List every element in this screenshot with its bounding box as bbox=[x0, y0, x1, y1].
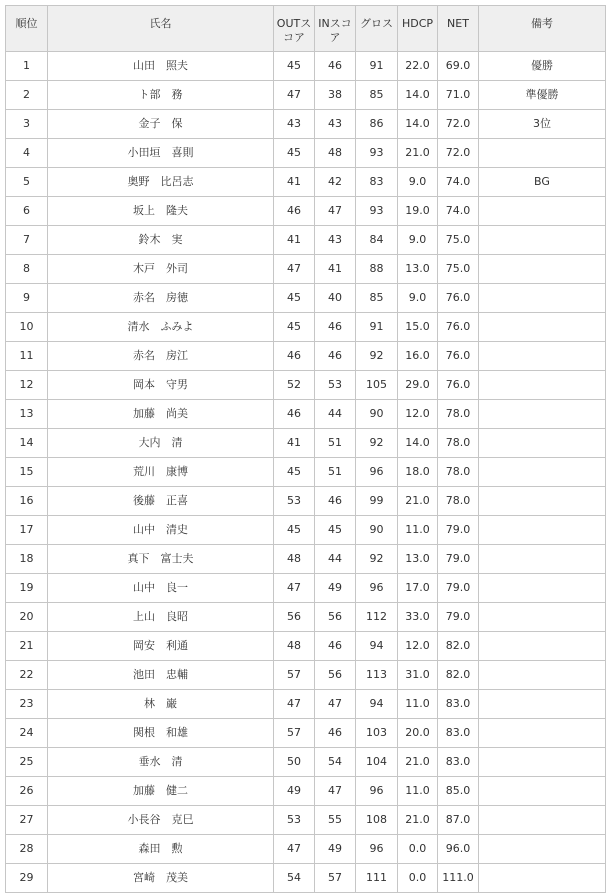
table-row bbox=[6, 313, 606, 342]
header-name: 氏名 bbox=[48, 6, 274, 52]
cell-gross: 86 bbox=[356, 110, 398, 139]
cell-name: 真下 富士夫 bbox=[48, 545, 274, 574]
cell-name: 池田 忠輔 bbox=[48, 661, 274, 690]
table-row bbox=[6, 284, 606, 313]
cell-rank: 22 bbox=[6, 661, 48, 690]
cell-hdcp: 14.0 bbox=[398, 110, 438, 139]
cell-name: 岡安 利通 bbox=[48, 632, 274, 661]
cell-name: 赤名 房江 bbox=[48, 342, 274, 371]
table-row bbox=[6, 197, 606, 226]
cell-in: 44 bbox=[315, 545, 356, 574]
cell-gross: 103 bbox=[356, 719, 398, 748]
cell-net: 79.0 bbox=[438, 603, 479, 632]
cell-in: 45 bbox=[315, 516, 356, 545]
cell-gross: 96 bbox=[356, 777, 398, 806]
results-table bbox=[5, 5, 606, 893]
cell-gross: 96 bbox=[356, 574, 398, 603]
cell-hdcp: 0.0 bbox=[398, 835, 438, 864]
cell-in: 47 bbox=[315, 690, 356, 719]
table-row bbox=[6, 400, 606, 429]
cell-out: 41 bbox=[274, 226, 315, 255]
cell-note bbox=[479, 429, 606, 458]
cell-rank: 29 bbox=[6, 864, 48, 893]
cell-gross: 94 bbox=[356, 632, 398, 661]
cell-name: 山中 清史 bbox=[48, 516, 274, 545]
cell-gross: 83 bbox=[356, 168, 398, 197]
table-body bbox=[6, 52, 606, 893]
cell-name: 清水 ふみよ bbox=[48, 313, 274, 342]
cell-out: 47 bbox=[274, 835, 315, 864]
cell-in: 46 bbox=[315, 313, 356, 342]
table-row bbox=[6, 429, 606, 458]
cell-gross: 93 bbox=[356, 197, 398, 226]
header-row bbox=[6, 6, 606, 52]
cell-hdcp: 9.0 bbox=[398, 226, 438, 255]
cell-in: 56 bbox=[315, 661, 356, 690]
cell-hdcp: 22.0 bbox=[398, 52, 438, 81]
cell-hdcp: 14.0 bbox=[398, 429, 438, 458]
table-row bbox=[6, 516, 606, 545]
cell-in: 57 bbox=[315, 864, 356, 893]
cell-net: 75.0 bbox=[438, 226, 479, 255]
cell-net: 87.0 bbox=[438, 806, 479, 835]
cell-note bbox=[479, 835, 606, 864]
cell-name: 大内 清 bbox=[48, 429, 274, 458]
cell-name: 金子 保 bbox=[48, 110, 274, 139]
cell-rank: 21 bbox=[6, 632, 48, 661]
cell-gross: 113 bbox=[356, 661, 398, 690]
header-rank: 順位 bbox=[6, 6, 48, 52]
cell-rank: 2 bbox=[6, 81, 48, 110]
table-row bbox=[6, 632, 606, 661]
cell-net: 75.0 bbox=[438, 255, 479, 284]
cell-hdcp: 17.0 bbox=[398, 574, 438, 603]
cell-out: 53 bbox=[274, 487, 315, 516]
cell-in: 51 bbox=[315, 458, 356, 487]
table-row bbox=[6, 168, 606, 197]
cell-note bbox=[479, 574, 606, 603]
cell-note bbox=[479, 748, 606, 777]
cell-note bbox=[479, 255, 606, 284]
header-out-score: OUTスコア bbox=[274, 6, 315, 52]
cell-hdcp: 12.0 bbox=[398, 632, 438, 661]
cell-name: 赤名 房徳 bbox=[48, 284, 274, 313]
cell-out: 47 bbox=[274, 81, 315, 110]
cell-net: 78.0 bbox=[438, 458, 479, 487]
cell-note bbox=[479, 719, 606, 748]
table-row bbox=[6, 226, 606, 255]
cell-in: 38 bbox=[315, 81, 356, 110]
cell-rank: 26 bbox=[6, 777, 48, 806]
cell-out: 45 bbox=[274, 139, 315, 168]
cell-out: 53 bbox=[274, 806, 315, 835]
cell-out: 46 bbox=[274, 400, 315, 429]
cell-note bbox=[479, 342, 606, 371]
cell-hdcp: 29.0 bbox=[398, 371, 438, 400]
cell-out: 57 bbox=[274, 719, 315, 748]
table-row bbox=[6, 81, 606, 110]
cell-in: 44 bbox=[315, 400, 356, 429]
table-row bbox=[6, 487, 606, 516]
cell-gross: 96 bbox=[356, 458, 398, 487]
cell-name: 宮崎 茂美 bbox=[48, 864, 274, 893]
cell-in: 46 bbox=[315, 719, 356, 748]
table-row bbox=[6, 719, 606, 748]
cell-in: 41 bbox=[315, 255, 356, 284]
cell-name: 関根 和雄 bbox=[48, 719, 274, 748]
cell-in: 55 bbox=[315, 806, 356, 835]
cell-name: 木戸 外司 bbox=[48, 255, 274, 284]
cell-name: 岡本 守男 bbox=[48, 371, 274, 400]
cell-net: 71.0 bbox=[438, 81, 479, 110]
cell-rank: 18 bbox=[6, 545, 48, 574]
cell-rank: 28 bbox=[6, 835, 48, 864]
cell-net: 76.0 bbox=[438, 284, 479, 313]
table-row bbox=[6, 777, 606, 806]
cell-out: 45 bbox=[274, 458, 315, 487]
cell-in: 54 bbox=[315, 748, 356, 777]
cell-out: 41 bbox=[274, 168, 315, 197]
cell-note bbox=[479, 661, 606, 690]
cell-gross: 105 bbox=[356, 371, 398, 400]
cell-rank: 23 bbox=[6, 690, 48, 719]
cell-note bbox=[479, 139, 606, 168]
cell-gross: 91 bbox=[356, 52, 398, 81]
cell-hdcp: 21.0 bbox=[398, 487, 438, 516]
cell-note bbox=[479, 864, 606, 893]
cell-out: 46 bbox=[274, 197, 315, 226]
cell-net: 72.0 bbox=[438, 139, 479, 168]
cell-out: 45 bbox=[274, 52, 315, 81]
cell-net: 74.0 bbox=[438, 197, 479, 226]
cell-out: 47 bbox=[274, 255, 315, 284]
cell-gross: 84 bbox=[356, 226, 398, 255]
cell-net: 82.0 bbox=[438, 632, 479, 661]
cell-hdcp: 20.0 bbox=[398, 719, 438, 748]
cell-in: 46 bbox=[315, 487, 356, 516]
cell-note bbox=[479, 226, 606, 255]
cell-note bbox=[479, 603, 606, 632]
cell-gross: 94 bbox=[356, 690, 398, 719]
cell-in: 47 bbox=[315, 777, 356, 806]
cell-note bbox=[479, 458, 606, 487]
cell-name: 上山 良昭 bbox=[48, 603, 274, 632]
header-hdcp: HDCP bbox=[398, 6, 438, 52]
table-row bbox=[6, 342, 606, 371]
cell-name: 山田 照夫 bbox=[48, 52, 274, 81]
cell-in: 43 bbox=[315, 226, 356, 255]
cell-out: 52 bbox=[274, 371, 315, 400]
cell-net: 76.0 bbox=[438, 342, 479, 371]
cell-net: 78.0 bbox=[438, 400, 479, 429]
cell-hdcp: 11.0 bbox=[398, 690, 438, 719]
cell-gross: 90 bbox=[356, 516, 398, 545]
cell-net: 72.0 bbox=[438, 110, 479, 139]
cell-out: 56 bbox=[274, 603, 315, 632]
cell-name: ト部 務 bbox=[48, 81, 274, 110]
cell-in: 49 bbox=[315, 574, 356, 603]
cell-in: 51 bbox=[315, 429, 356, 458]
cell-name: 小長谷 克巳 bbox=[48, 806, 274, 835]
cell-out: 57 bbox=[274, 661, 315, 690]
cell-name: 後藤 正喜 bbox=[48, 487, 274, 516]
cell-in: 46 bbox=[315, 52, 356, 81]
cell-name: 森田 勲 bbox=[48, 835, 274, 864]
cell-in: 42 bbox=[315, 168, 356, 197]
cell-gross: 91 bbox=[356, 313, 398, 342]
cell-out: 54 bbox=[274, 864, 315, 893]
cell-rank: 24 bbox=[6, 719, 48, 748]
table-row bbox=[6, 574, 606, 603]
cell-out: 41 bbox=[274, 429, 315, 458]
cell-note bbox=[479, 632, 606, 661]
cell-name: 山中 良一 bbox=[48, 574, 274, 603]
cell-name: 垂水 清 bbox=[48, 748, 274, 777]
table-header bbox=[6, 6, 606, 52]
cell-out: 45 bbox=[274, 516, 315, 545]
cell-out: 49 bbox=[274, 777, 315, 806]
cell-rank: 14 bbox=[6, 429, 48, 458]
cell-rank: 27 bbox=[6, 806, 48, 835]
header-net: NET bbox=[438, 6, 479, 52]
cell-note: BG bbox=[479, 168, 606, 197]
cell-note: 優勝 bbox=[479, 52, 606, 81]
cell-gross: 111 bbox=[356, 864, 398, 893]
cell-rank: 11 bbox=[6, 342, 48, 371]
cell-net: 96.0 bbox=[438, 835, 479, 864]
cell-rank: 5 bbox=[6, 168, 48, 197]
cell-hdcp: 14.0 bbox=[398, 81, 438, 110]
cell-in: 40 bbox=[315, 284, 356, 313]
cell-gross: 92 bbox=[356, 342, 398, 371]
cell-hdcp: 9.0 bbox=[398, 168, 438, 197]
cell-hdcp: 16.0 bbox=[398, 342, 438, 371]
cell-net: 78.0 bbox=[438, 487, 479, 516]
cell-in: 56 bbox=[315, 603, 356, 632]
cell-out: 45 bbox=[274, 313, 315, 342]
cell-rank: 3 bbox=[6, 110, 48, 139]
cell-rank: 20 bbox=[6, 603, 48, 632]
cell-name: 奥野 比呂志 bbox=[48, 168, 274, 197]
cell-out: 46 bbox=[274, 342, 315, 371]
cell-hdcp: 21.0 bbox=[398, 748, 438, 777]
cell-out: 43 bbox=[274, 110, 315, 139]
cell-in: 47 bbox=[315, 197, 356, 226]
cell-net: 85.0 bbox=[438, 777, 479, 806]
cell-name: 小田垣 喜則 bbox=[48, 139, 274, 168]
cell-gross: 90 bbox=[356, 400, 398, 429]
cell-note: 準優勝 bbox=[479, 81, 606, 110]
cell-gross: 112 bbox=[356, 603, 398, 632]
cell-name: 林 巌 bbox=[48, 690, 274, 719]
cell-hdcp: 11.0 bbox=[398, 777, 438, 806]
cell-out: 48 bbox=[274, 632, 315, 661]
cell-rank: 4 bbox=[6, 139, 48, 168]
cell-net: 76.0 bbox=[438, 371, 479, 400]
cell-net: 76.0 bbox=[438, 313, 479, 342]
cell-gross: 104 bbox=[356, 748, 398, 777]
table-row bbox=[6, 748, 606, 777]
cell-gross: 99 bbox=[356, 487, 398, 516]
cell-net: 82.0 bbox=[438, 661, 479, 690]
cell-hdcp: 15.0 bbox=[398, 313, 438, 342]
cell-in: 43 bbox=[315, 110, 356, 139]
header-note: 備考 bbox=[479, 6, 606, 52]
cell-out: 50 bbox=[274, 748, 315, 777]
cell-note bbox=[479, 313, 606, 342]
cell-in: 53 bbox=[315, 371, 356, 400]
cell-gross: 92 bbox=[356, 429, 398, 458]
cell-note bbox=[479, 545, 606, 574]
cell-rank: 19 bbox=[6, 574, 48, 603]
cell-name: 鈴木 実 bbox=[48, 226, 274, 255]
table-row bbox=[6, 835, 606, 864]
cell-rank: 1 bbox=[6, 52, 48, 81]
cell-hdcp: 21.0 bbox=[398, 139, 438, 168]
cell-hdcp: 13.0 bbox=[398, 255, 438, 284]
cell-out: 47 bbox=[274, 690, 315, 719]
table-row bbox=[6, 864, 606, 893]
header-gross: グロス bbox=[356, 6, 398, 52]
cell-note bbox=[479, 690, 606, 719]
cell-in: 49 bbox=[315, 835, 356, 864]
cell-hdcp: 31.0 bbox=[398, 661, 438, 690]
cell-note bbox=[479, 487, 606, 516]
cell-hdcp: 18.0 bbox=[398, 458, 438, 487]
cell-rank: 17 bbox=[6, 516, 48, 545]
table-row bbox=[6, 603, 606, 632]
cell-rank: 16 bbox=[6, 487, 48, 516]
cell-gross: 93 bbox=[356, 139, 398, 168]
cell-hdcp: 19.0 bbox=[398, 197, 438, 226]
cell-in: 48 bbox=[315, 139, 356, 168]
cell-note bbox=[479, 777, 606, 806]
cell-out: 45 bbox=[274, 284, 315, 313]
cell-hdcp: 0.0 bbox=[398, 864, 438, 893]
cell-gross: 88 bbox=[356, 255, 398, 284]
cell-rank: 9 bbox=[6, 284, 48, 313]
header-in-score: INスコア bbox=[315, 6, 356, 52]
cell-gross: 85 bbox=[356, 81, 398, 110]
cell-name: 加藤 健二 bbox=[48, 777, 274, 806]
cell-in: 46 bbox=[315, 632, 356, 661]
cell-name: 加藤 尚美 bbox=[48, 400, 274, 429]
cell-gross: 85 bbox=[356, 284, 398, 313]
cell-name: 荒川 康博 bbox=[48, 458, 274, 487]
cell-rank: 10 bbox=[6, 313, 48, 342]
cell-net: 79.0 bbox=[438, 574, 479, 603]
cell-note bbox=[479, 806, 606, 835]
table-row bbox=[6, 139, 606, 168]
cell-hdcp: 13.0 bbox=[398, 545, 438, 574]
cell-rank: 12 bbox=[6, 371, 48, 400]
table-row bbox=[6, 661, 606, 690]
table-row bbox=[6, 371, 606, 400]
cell-rank: 7 bbox=[6, 226, 48, 255]
cell-net: 111.0 bbox=[438, 864, 479, 893]
cell-net: 69.0 bbox=[438, 52, 479, 81]
cell-net: 79.0 bbox=[438, 545, 479, 574]
cell-hdcp: 11.0 bbox=[398, 516, 438, 545]
cell-note bbox=[479, 400, 606, 429]
cell-hdcp: 12.0 bbox=[398, 400, 438, 429]
cell-out: 47 bbox=[274, 574, 315, 603]
table-row bbox=[6, 545, 606, 574]
cell-note bbox=[479, 516, 606, 545]
cell-in: 46 bbox=[315, 342, 356, 371]
cell-net: 83.0 bbox=[438, 690, 479, 719]
cell-gross: 96 bbox=[356, 835, 398, 864]
table-row bbox=[6, 255, 606, 284]
table-row bbox=[6, 110, 606, 139]
cell-note: 3位 bbox=[479, 110, 606, 139]
cell-rank: 15 bbox=[6, 458, 48, 487]
cell-rank: 8 bbox=[6, 255, 48, 284]
cell-hdcp: 9.0 bbox=[398, 284, 438, 313]
cell-hdcp: 33.0 bbox=[398, 603, 438, 632]
cell-rank: 13 bbox=[6, 400, 48, 429]
cell-rank: 25 bbox=[6, 748, 48, 777]
cell-gross: 92 bbox=[356, 545, 398, 574]
cell-net: 79.0 bbox=[438, 516, 479, 545]
cell-net: 78.0 bbox=[438, 429, 479, 458]
table-row bbox=[6, 806, 606, 835]
table-row bbox=[6, 52, 606, 81]
table-row bbox=[6, 690, 606, 719]
table-row bbox=[6, 458, 606, 487]
cell-gross: 108 bbox=[356, 806, 398, 835]
cell-name: 坂上 隆夫 bbox=[48, 197, 274, 226]
cell-net: 74.0 bbox=[438, 168, 479, 197]
cell-net: 83.0 bbox=[438, 719, 479, 748]
cell-note bbox=[479, 197, 606, 226]
cell-out: 48 bbox=[274, 545, 315, 574]
cell-note bbox=[479, 284, 606, 313]
cell-net: 83.0 bbox=[438, 748, 479, 777]
cell-note bbox=[479, 371, 606, 400]
cell-rank: 6 bbox=[6, 197, 48, 226]
cell-hdcp: 21.0 bbox=[398, 806, 438, 835]
